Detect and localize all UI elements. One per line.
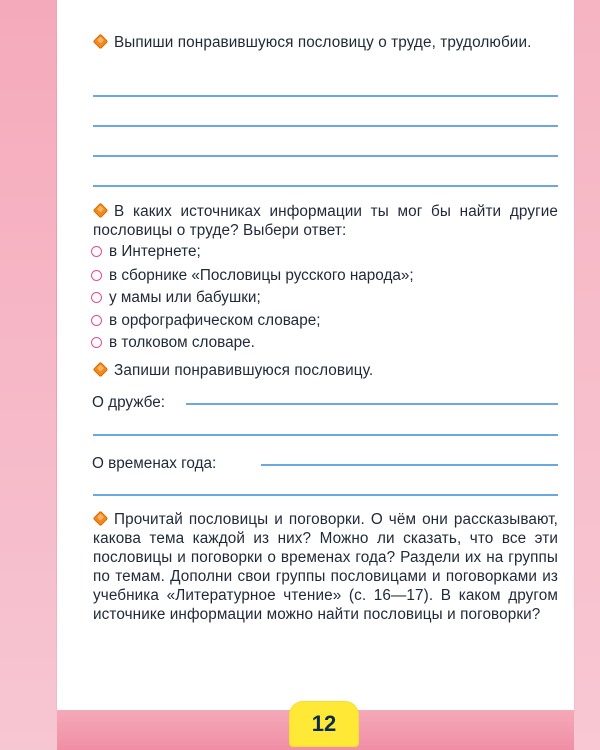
write-line-seasons[interactable]: [261, 464, 558, 466]
task-text: В каких источниках информации ты мог бы найти другие пословицы о труде? Выбери ответ:: [93, 203, 558, 239]
answer-option-label: в сборнике «Пословицы русского народа»;: [109, 267, 414, 284]
task-text: Прочитай пословицы и поговорки. О чём они рассказывают, какова тема каждой из них? Можно ли сказать, что все эти пословицы и поговорки о временах года? Раздели их на группы по темам. Дополни свои группы пословицами и поговорками из учебника «Литературное чтение» (с. 16—17). В каком другом источнике информации можно найти пословицы и поговорки?: [93, 511, 558, 623]
radio-circle-icon[interactable]: [91, 270, 102, 281]
write-line[interactable]: [93, 494, 558, 496]
task-text: Выпиши понравившуюся пословицу о труде, трудолюбии.: [114, 34, 532, 51]
answer-option-label: в толковом словаре.: [109, 334, 255, 351]
right-decorative-strip: [574, 0, 600, 750]
answer-option-spelling-dictionary[interactable]: [91, 311, 320, 330]
radio-circle-icon[interactable]: [91, 246, 102, 257]
task-text: Запиши понравившуюся пословицу.: [114, 362, 374, 379]
answer-option-label: у мамы или бабушки;: [109, 289, 261, 306]
write-line[interactable]: [93, 95, 558, 97]
answer-option-mom-grandma[interactable]: [91, 288, 261, 307]
task-write-proverb-work: [93, 33, 558, 52]
task-diamond-icon: [93, 34, 108, 49]
write-line[interactable]: [93, 434, 558, 436]
answer-option-explanatory-dictionary[interactable]: [91, 333, 255, 352]
task-diamond-icon: [93, 511, 108, 526]
task-sources-question: [93, 202, 558, 240]
task-diamond-icon: [93, 203, 108, 218]
task-diamond-icon: [93, 362, 108, 377]
seasons-label: О временах года:: [92, 455, 217, 472]
radio-circle-icon[interactable]: [91, 315, 102, 326]
write-line-friendship[interactable]: [186, 403, 558, 405]
task-read-proverbs: [93, 510, 558, 624]
answer-option-internet[interactable]: [91, 242, 201, 261]
page-number: 12: [311, 711, 337, 736]
friendship-label: О дружбе:: [92, 394, 165, 411]
write-line[interactable]: [93, 185, 558, 187]
task-write-favorite-proverb: [93, 361, 558, 380]
radio-circle-icon[interactable]: [91, 337, 102, 348]
answer-option-label: в орфографическом словаре;: [109, 312, 321, 329]
answer-option-label: в Интернете;: [109, 243, 201, 260]
radio-circle-icon[interactable]: [91, 292, 102, 303]
left-decorative-strip: [0, 0, 56, 750]
page-number-tab: [289, 701, 359, 747]
write-line[interactable]: [93, 155, 558, 157]
answer-option-proverbs-collection[interactable]: [91, 266, 414, 285]
write-line[interactable]: [93, 125, 558, 127]
